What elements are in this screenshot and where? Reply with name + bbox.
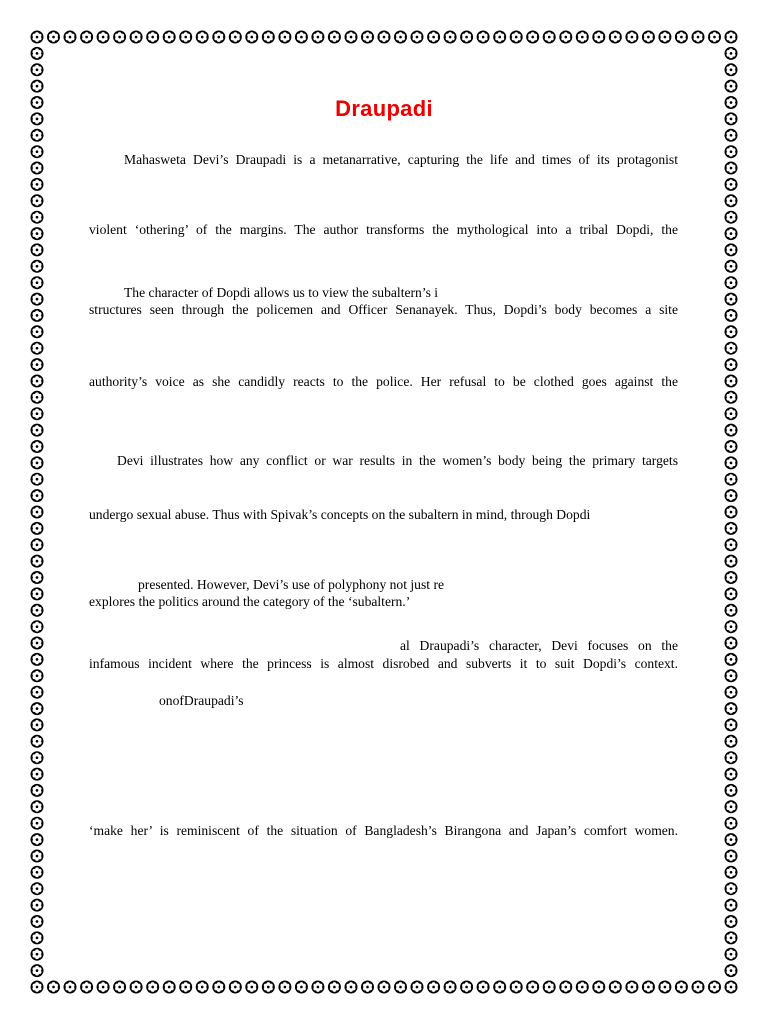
border-flower-icon	[196, 981, 209, 994]
border-flower-icon	[31, 686, 44, 699]
border-flower-icon	[725, 31, 738, 44]
border-flower-icon	[411, 981, 424, 994]
text-line-11: infamous incident where the princess is almost disrobed and subverts it to suit Dopdi’s context.	[89, 656, 678, 671]
border-flower-icon	[725, 981, 738, 994]
border-flower-icon	[31, 637, 44, 650]
border-flower-icon	[31, 358, 44, 371]
border-flower-icon	[80, 31, 93, 44]
border-flower-icon	[31, 506, 44, 519]
border-flower-icon	[427, 31, 440, 44]
border-flower-icon	[725, 80, 738, 93]
text-line-2: violent ‘othering’ of the margins. The author transforms the mythological into a tribal Dopdi, the	[89, 222, 678, 237]
border-flower-icon	[477, 31, 490, 44]
border-flower-icon	[725, 407, 738, 420]
border-flower-icon	[725, 309, 738, 322]
text-line-4: structures seen through the policemen and Officer Senanayek. Thus, Dopdi’s body becomes a site	[89, 302, 678, 317]
text-line-1: Mahasweta Devi’s Draupadi is a metanarrative, capturing the life and times of its protagonist	[124, 152, 678, 167]
border-flower-icon	[725, 555, 738, 568]
border-flower-icon	[31, 735, 44, 748]
border-flower-icon	[725, 276, 738, 289]
border-flower-icon	[345, 981, 358, 994]
border-flower-icon	[31, 522, 44, 535]
border-flower-icon	[725, 162, 738, 175]
border-flower-icon	[31, 948, 44, 961]
border-flower-icon	[725, 63, 738, 76]
border-flower-icon	[725, 850, 738, 863]
border-flower-icon	[394, 981, 407, 994]
border-flower-icon	[31, 145, 44, 158]
border-flower-icon	[31, 817, 44, 830]
border-flower-icon	[378, 981, 391, 994]
border-flower-icon	[31, 440, 44, 453]
border-flower-icon	[725, 129, 738, 142]
border-flower-icon	[31, 587, 44, 600]
border-flower-icon	[113, 31, 126, 44]
text-line-3: The character of Dopdi allows us to view the subaltern’s i	[124, 285, 439, 300]
border-flower-icon	[311, 981, 324, 994]
border-flower-icon	[345, 31, 358, 44]
border-flower-icon	[725, 243, 738, 256]
border-flower-icon	[295, 981, 308, 994]
border-flower-icon	[576, 981, 589, 994]
border-flower-icon	[725, 718, 738, 731]
border-flower-icon	[278, 31, 291, 44]
border-flower-icon	[31, 669, 44, 682]
border-flower-icon	[31, 391, 44, 404]
border-flower-icon	[328, 31, 341, 44]
border-flower-icon	[725, 391, 738, 404]
border-flower-icon	[31, 80, 44, 93]
border-flower-icon	[427, 981, 440, 994]
border-flower-icon	[725, 358, 738, 371]
border-flower-icon	[725, 653, 738, 666]
border-flower-icon	[725, 702, 738, 715]
border-flower-icon	[31, 899, 44, 912]
border-flower-icon	[361, 31, 374, 44]
border-flower-icon	[642, 981, 655, 994]
border-flower-icon	[725, 522, 738, 535]
border-flower-icon	[444, 981, 457, 994]
border-flower-icon	[708, 981, 721, 994]
border-flower-icon	[460, 981, 473, 994]
border-flower-icon	[725, 604, 738, 617]
border-flower-icon	[31, 309, 44, 322]
border-flower-icon	[493, 981, 506, 994]
border-flower-icon	[725, 325, 738, 338]
border-flower-icon	[31, 555, 44, 568]
border-flower-icon	[725, 948, 738, 961]
border-flower-icon	[229, 981, 242, 994]
border-flower-icon	[31, 325, 44, 338]
border-flower-icon	[725, 833, 738, 846]
border-flower-icon	[725, 260, 738, 273]
border-flower-icon	[80, 981, 93, 994]
border-flower-icon	[559, 981, 572, 994]
border-flower-icon	[31, 243, 44, 256]
border-flower-icon	[559, 31, 572, 44]
border-flower-icon	[262, 981, 275, 994]
border-flower-icon	[725, 424, 738, 437]
border-flower-icon	[196, 31, 209, 44]
text-line-8: presented. However, Devi’s use of polyphony not just re	[138, 577, 445, 592]
border-flower-icon	[130, 981, 143, 994]
border-flower-icon	[31, 866, 44, 879]
border-flower-icon	[31, 456, 44, 469]
border-flower-icon	[179, 31, 192, 44]
border-flower-icon	[725, 866, 738, 879]
border-flower-icon	[725, 735, 738, 748]
border-flower-icon	[31, 538, 44, 551]
border-flower-icon	[725, 178, 738, 191]
border-flower-icon	[725, 227, 738, 240]
border-flower-icon	[526, 981, 539, 994]
border-flower-icon	[725, 620, 738, 633]
border-flower-icon	[725, 538, 738, 551]
border-flower-icon	[543, 981, 556, 994]
border-flower-icon	[692, 31, 705, 44]
border-flower-icon	[708, 31, 721, 44]
border-flower-icon	[31, 604, 44, 617]
border-flower-icon	[725, 931, 738, 944]
text-line-7: undergo sexual abuse. Thus with Spivak’s concepts on the subaltern in mind, through Dopdi	[89, 507, 591, 522]
border-flower-icon	[47, 981, 60, 994]
border-flower-icon	[592, 31, 605, 44]
border-flower-icon	[725, 768, 738, 781]
border-flower-icon	[444, 31, 457, 44]
border-flower-icon	[725, 751, 738, 764]
border-flower-icon	[543, 31, 556, 44]
border-flower-icon	[609, 31, 622, 44]
text-line-10: al Draupadi’s character, Devi focuses on the	[400, 638, 678, 653]
border-flower-icon	[31, 211, 44, 224]
border-flower-icon	[245, 31, 258, 44]
border-flower-icon	[576, 31, 589, 44]
border-flower-icon	[31, 162, 44, 175]
text-line-13: ‘make her’ is reminiscent of the situation of Bangladesh’s Birangona and Japan’s comfort women.	[89, 823, 678, 838]
border-flower-icon	[725, 915, 738, 928]
border-flower-icon	[113, 981, 126, 994]
border-flower-icon	[692, 981, 705, 994]
border-flower-icon	[212, 31, 225, 44]
border-flower-icon	[658, 31, 671, 44]
border-flower-icon	[460, 31, 473, 44]
border-flower-icon	[328, 981, 341, 994]
border-flower-icon	[130, 31, 143, 44]
text-line-12: onofDraupadi’s	[159, 693, 244, 708]
border-flower-icon	[725, 784, 738, 797]
border-flower-icon	[278, 981, 291, 994]
border-flower-icon	[725, 571, 738, 584]
border-flower-icon	[725, 456, 738, 469]
border-flower-icon	[725, 473, 738, 486]
border-flower-icon	[658, 981, 671, 994]
border-flower-icon	[295, 31, 308, 44]
border-flower-icon	[510, 981, 523, 994]
border-flower-icon	[725, 506, 738, 519]
border-flower-icon	[725, 489, 738, 502]
border-flower-icon	[31, 342, 44, 355]
border-flower-icon	[725, 800, 738, 813]
border-flower-icon	[31, 718, 44, 731]
border-flower-icon	[477, 981, 490, 994]
border-flower-icon	[31, 751, 44, 764]
border-flower-icon	[212, 981, 225, 994]
border-flower-icon	[31, 293, 44, 306]
border-flower-icon	[31, 473, 44, 486]
border-flower-icon	[725, 47, 738, 60]
border-flower-icon	[592, 981, 605, 994]
border-flower-icon	[31, 260, 44, 273]
border-flower-icon	[229, 31, 242, 44]
border-flower-icon	[311, 31, 324, 44]
border-flower-icon	[493, 31, 506, 44]
border-flower-icon	[675, 31, 688, 44]
border-flower-icon	[625, 981, 638, 994]
border-flower-icon	[163, 31, 176, 44]
border-flower-icon	[725, 686, 738, 699]
border-flower-icon	[31, 47, 44, 60]
border-flower-icon	[31, 178, 44, 191]
border-flower-icon	[31, 850, 44, 863]
border-flower-icon	[146, 981, 159, 994]
border-flower-icon	[31, 702, 44, 715]
border-flower-icon	[163, 981, 176, 994]
border-flower-icon	[725, 637, 738, 650]
border-flower-icon	[97, 31, 110, 44]
border-flower-icon	[31, 915, 44, 928]
text-line-6: Devi illustrates how any conflict or war results in the women’s body being the primary targets	[117, 453, 678, 468]
border-flower-icon	[725, 375, 738, 388]
border-flower-icon	[64, 31, 77, 44]
border-flower-icon	[31, 571, 44, 584]
border-flower-icon	[625, 31, 638, 44]
border-flower-icon	[725, 882, 738, 895]
border-flower-icon	[725, 964, 738, 977]
border-flower-icon	[31, 620, 44, 633]
document-title: Draupadi	[335, 96, 433, 121]
border-flower-icon	[394, 31, 407, 44]
border-flower-icon	[31, 424, 44, 437]
border-flower-icon	[31, 653, 44, 666]
border-flower-icon	[725, 145, 738, 158]
border-flower-icon	[31, 407, 44, 420]
border-flower-icon	[31, 833, 44, 846]
border-flower-icon	[378, 31, 391, 44]
border-flower-icon	[725, 211, 738, 224]
border-flower-icon	[31, 276, 44, 289]
border-flower-icon	[146, 31, 159, 44]
border-flower-icon	[31, 768, 44, 781]
border-flower-icon	[262, 31, 275, 44]
border-flower-icon	[97, 981, 110, 994]
border-flower-icon	[526, 31, 539, 44]
border-flower-icon	[725, 293, 738, 306]
border-flower-icon	[725, 669, 738, 682]
border-flower-icon	[675, 981, 688, 994]
border-flower-icon	[411, 31, 424, 44]
border-flower-icon	[31, 981, 44, 994]
border-flower-icon	[47, 31, 60, 44]
text-line-9: explores the politics around the category of the ‘subaltern.’	[89, 594, 411, 609]
border-flower-icon	[31, 964, 44, 977]
border-flower-icon	[725, 587, 738, 600]
border-flower-icon	[31, 784, 44, 797]
border-flower-icon	[725, 440, 738, 453]
border-flower-icon	[31, 489, 44, 502]
border-flower-icon	[31, 800, 44, 813]
border-flower-icon	[31, 931, 44, 944]
text-line-5: authority’s voice as she candidly reacts to the police. Her refusal to be clothed goes against the	[89, 374, 678, 389]
border-flower-icon	[31, 882, 44, 895]
border-flower-icon	[31, 375, 44, 388]
border-flower-icon	[510, 31, 523, 44]
border-flower-icon	[64, 981, 77, 994]
border-flower-icon	[31, 31, 44, 44]
border-flower-icon	[31, 227, 44, 240]
border-flower-icon	[642, 31, 655, 44]
border-flower-icon	[725, 194, 738, 207]
border-flower-icon	[245, 981, 258, 994]
border-flower-icon	[179, 981, 192, 994]
border-flower-icon	[361, 981, 374, 994]
border-flower-icon	[609, 981, 622, 994]
border-flower-icon	[31, 129, 44, 142]
border-flower-icon	[725, 899, 738, 912]
border-flower-icon	[31, 194, 44, 207]
border-flower-icon	[725, 817, 738, 830]
border-flower-icon	[725, 342, 738, 355]
border-flower-icon	[31, 63, 44, 76]
